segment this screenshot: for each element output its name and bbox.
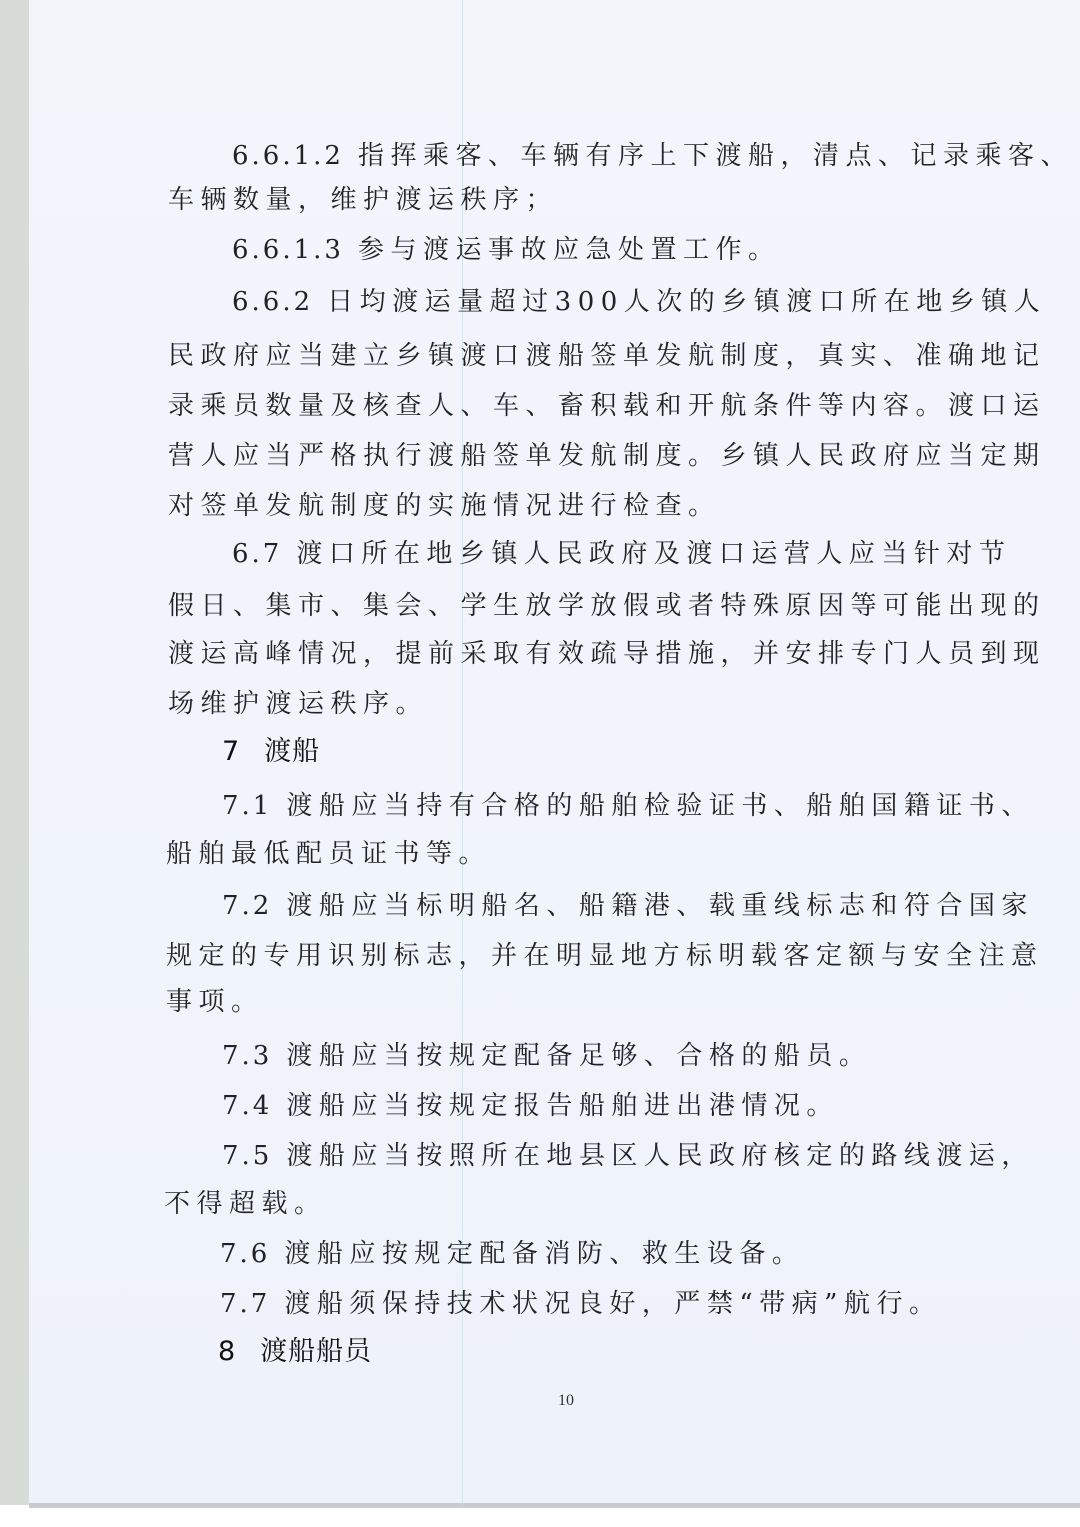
clause-text: 渡船应按规定配备消防、救生设备。 [284, 1239, 805, 1269]
clause-number: 6.7 [232, 539, 283, 569]
clause-text: 渡船应当标明船名、船籍港、载重线标志和符合国家 [286, 891, 1034, 921]
clause-number: 7.5 [222, 1141, 273, 1171]
clause-text: 日均渡运量超过300人次的乡镇渡口所在地乡镇人 [327, 287, 1047, 317]
clause-text: 不得超载。 [164, 1189, 327, 1219]
clause-number: 6.6.1.2 [232, 141, 344, 171]
paragraph-7-5-line-1 [222, 1140, 1034, 1172]
paragraph-7-7 [220, 1288, 941, 1320]
clause-text: 渡船应当按照所在地县区人民政府核定的路线渡运， [286, 1141, 1034, 1171]
section-number: 8 [218, 1336, 239, 1367]
clause-number: 7.6 [220, 1239, 271, 1269]
document-page [29, 0, 1080, 1505]
clause-text: 规定的专用识别标志，并在明显地方标明载客定额与安全注意 [166, 941, 1044, 971]
clause-number: 6.6.1.3 [232, 235, 344, 265]
paragraph-6-6-2-line-5 [168, 490, 721, 522]
clause-text: 参与渡运事故应急处置工作。 [357, 235, 781, 265]
clause-text: 渡船应当持有合格的船舶检验证书、船舶国籍证书、 [286, 791, 1034, 821]
clause-text: 渡船须保持技术状况良好，严禁“带病”航行。 [284, 1289, 942, 1319]
clause-number: 7.7 [220, 1289, 271, 1319]
section-title: 渡船 [264, 736, 321, 767]
paragraph-6-6-2-line-3 [168, 390, 1046, 422]
section-heading-7 [222, 736, 320, 768]
clause-number: 6.6.2 [232, 287, 314, 317]
page-number: 10 [558, 1392, 574, 1409]
paragraph-7-5-line-2 [164, 1188, 327, 1220]
clause-text: 渡船应当按规定配备足够、合格的船员。 [286, 1041, 872, 1071]
clause-text: 渡口所在地乡镇人民政府及渡口运营人应当针对节 [296, 539, 1012, 569]
section-number: 7 [222, 736, 243, 767]
clause-text: 假日、集市、集会、学生放学放假或者特殊原因等可能出现的 [168, 591, 1046, 621]
clause-text: 民政府应当建立乡镇渡口渡船签单发航制度，真实、准确地记 [168, 341, 1046, 371]
paragraph-6-7-line-1 [232, 538, 1011, 570]
paragraph-7-3 [222, 1040, 871, 1072]
clause-text: 营人应当严格执行渡船签单发航制度。乡镇人民政府应当定期 [168, 441, 1046, 471]
paragraph-7-1-line-2 [166, 838, 491, 870]
clause-text: 场维护渡运秩序。 [168, 689, 429, 719]
paragraph-6-7-line-2 [168, 590, 1046, 622]
paragraph-6-6-2-line-1 [232, 286, 1046, 318]
paragraph-6-7-line-3 [168, 638, 1046, 670]
paragraph-6-6-2-line-4 [168, 440, 1046, 472]
clause-text: 车辆数量，维护渡运秩序； [168, 185, 559, 215]
paragraph-7-2-line-2 [166, 940, 1044, 972]
paragraph-6-6-1-2-line-2 [168, 184, 558, 216]
clause-number: 7.2 [222, 891, 273, 921]
paragraph-7-1-line-1 [222, 790, 1034, 822]
clause-text: 录乘员数量及核查人、车、畜积载和开航条件等内容。渡口运 [168, 391, 1046, 421]
paragraph-7-4 [222, 1090, 839, 1122]
paragraph-7-2-line-3 [166, 986, 264, 1018]
paragraph-7-2-line-1 [222, 890, 1034, 922]
scan-left-margin [0, 0, 29, 1505]
clause-text: 事项。 [166, 987, 264, 1017]
section-title: 渡船船员 [260, 1336, 373, 1367]
clause-number: 7.3 [222, 1041, 273, 1071]
paragraph-6-6-1-3 [232, 234, 780, 266]
clause-text: 对签单发航制度的实施情况进行检查。 [168, 491, 721, 521]
clause-number: 7.1 [222, 791, 273, 821]
clause-text: 渡运高峰情况，提前采取有效疏导措施，并安排专门人员到现 [168, 639, 1046, 669]
clause-number: 7.4 [222, 1091, 273, 1121]
section-heading-8 [218, 1336, 372, 1368]
clause-text: 船舶最低配员证书等。 [166, 839, 492, 869]
paragraph-7-6 [220, 1238, 804, 1270]
scan-fold-line [462, 0, 463, 1505]
page-bottom-edge [29, 1503, 1080, 1508]
paragraph-6-7-line-4 [168, 688, 428, 720]
paragraph-6-6-1-2-line-1 [232, 140, 1073, 172]
clause-text: 渡船应当按规定报告船舶进出港情况。 [286, 1091, 839, 1121]
clause-text: 指挥乘客、车辆有序上下渡船，清点、记录乘客、 [357, 141, 1073, 171]
paragraph-6-6-2-line-2 [168, 340, 1046, 372]
